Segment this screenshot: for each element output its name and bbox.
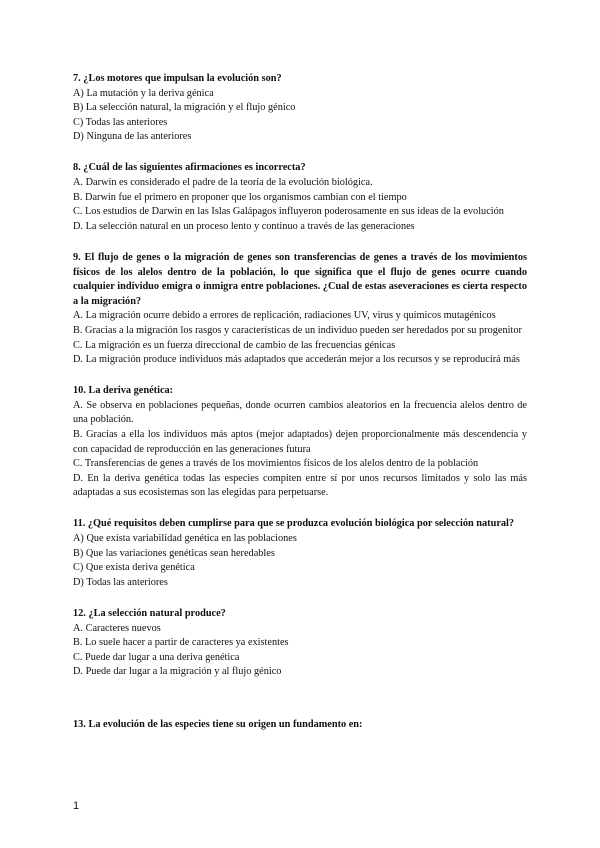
question-title: 9. El flujo de genes o la migración de genes son transferencias de genes a través de los movimientos físicos de los alelos dentro de la población, lo que significa que el flujo de genes ocurre cuando cualquier individuo emigra o inmigra entre poblaciones. ¿Cual de estas aseveraciones es cierta respecto a la migración? [73,251,527,307]
spacer [73,696,527,718]
question-title: 10. La deriva genética: [73,385,174,397]
question-13 [73,718,527,733]
question-title: 7. ¿Los motores que impulsan la evolución son? [73,73,282,84]
option-a: A. Caracteres nuevos [73,622,161,634]
question-title: 12. ¿La selección natural produce? [73,607,226,619]
page-number: 1 [73,800,80,812]
option-c: C. Transferencias de genes a través de los movimientos físicos de los alelos dentro de la población [73,458,479,470]
question-11 [73,517,527,590]
option-c: C. Puede dar lugar a una deriva genética [73,651,240,663]
option-a: A) La mutación y la deriva génica [73,87,214,99]
option-c: C) Todas las anteriores [73,116,168,128]
option-c: C. La migración es un fuerza direccional de cambio de las frecuencias génicas [73,339,396,351]
option-c: C. Los estudios de Darwin en las Islas Galápagos influyeron poderosamente en sus ideas de la evolución [73,206,504,218]
question-9 [73,251,527,368]
option-d: D. Puede dar lugar a la migración y al flujo génico [73,666,282,678]
option-b: B. Gracias a ella los individuos más aptos (mejor adaptados) dejen proporcionalmente más descendencia y con capacidad de reproducción en las generaciones futura [73,428,527,455]
option-a: A. Se observa en poblaciones pequeñas, donde ocurren cambios aleatorios en la frecuencia alelos dentro de una población. [73,399,527,426]
question-title: 8. ¿Cuál de las siguientes afirmaciones es incorrecta? [73,162,306,174]
option-b: B. Gracias a la migración los rasgos y características de un individuo pueden ser heredados por su progenitor [73,324,522,336]
question-list [73,72,527,749]
option-d: D. En la deriva genética todas las especies compiten entre sí por unos recursos limitados y solo las más adaptadas a sus ecosistemas son las elegidas para perpetuarse. [73,472,527,499]
question-title: 11. ¿Qué requisitos deben cumplirse para que se produzca evolución biológica por selección natural? [73,518,515,530]
option-d: D) Ninguna de las anteriores [73,131,192,143]
option-b: B. Darwin fue el primero en proponer que los organismos cambian con el tiempo [73,191,407,203]
option-b: B) Que las variaciones genéticas sean heredables [73,547,275,559]
option-a: A. Darwin es considerado el padre de la teoría de la evolución biológica. [73,177,373,189]
option-a: A) Que exista variabilidad genética en las poblaciones [73,533,297,545]
option-d: D) Todas las anteriores [73,576,168,588]
option-d: D. La migración produce individuos más adaptados que accederán mejor a los recursos y se reproducirá más [73,354,520,366]
option-a: A. La migración ocurre debido a errores de replicación, radiaciones UV, virus y químicos mutagénicos [73,310,496,322]
option-b: B) La selección natural, la migración y el flujo génico [73,102,296,114]
question-title: 13. La evolución de las especies tiene su origen un fundamento en: [73,719,363,731]
option-b: B. Lo suele hacer a partir de caracteres ya existentes [73,637,289,649]
option-d: D. La selección natural en un proceso lento y continuo a través de las generaciones [73,220,415,232]
question-10 [73,384,527,501]
question-12 [73,607,527,680]
question-7 [73,72,527,145]
question-8 [73,161,527,234]
option-c: C) Que exista deriva genética [73,562,195,574]
